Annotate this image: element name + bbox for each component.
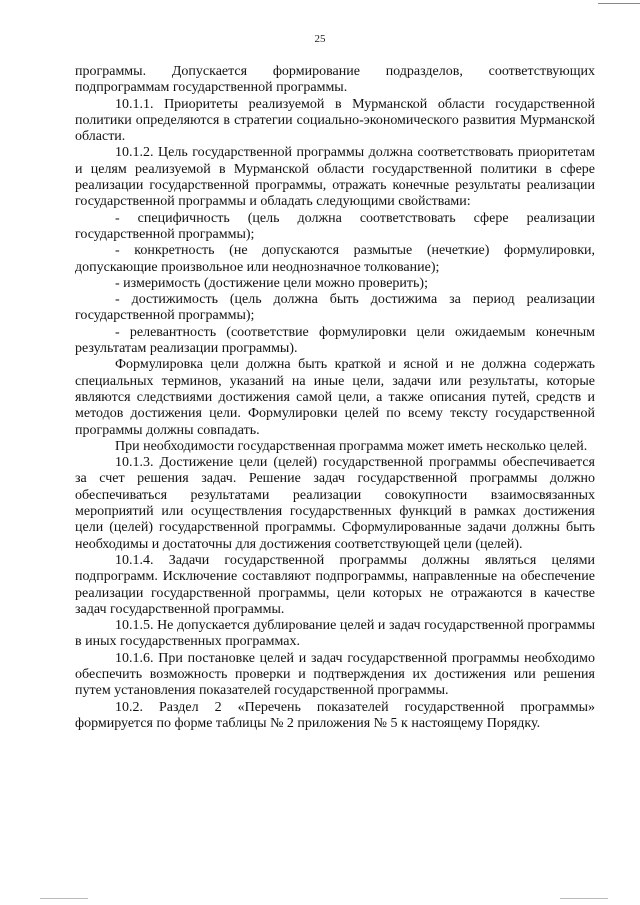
paragraph: 10.1.2. Цель государственной программы должна соответствовать приоритетам и целям реализуемой в Мурманской области государственной политики в сфере реализации государственной программы, отражать конечные результаты реализации государственной программы и обладать следующими свойствами: (75, 145, 595, 210)
scan-edge-line (560, 898, 608, 899)
list-item: - специфичность (цель должна соответствовать сфере реализации государственной программы); (75, 210, 595, 242)
list-item: - релевантность (соответствие формулировки цели ожидаемым конечным результатам реализации программы). (75, 324, 595, 357)
paragraph: 10.2. Раздел 2 «Перечень показателей государственной программы» формируется по форме таблицы № 2 приложения № 5 к настоящему Порядку. (75, 699, 595, 731)
list-item: - конкретность (не допускаются размытые (нечеткие) формулировки, допускающие произвольное или неоднозначное толкование); (75, 243, 595, 275)
paragraph: 10.1.3. Достижение цели (целей) государственной программы обеспечивается за счет решения задач. Решение задач государственной программы должно обеспечиваться результатами реализации совокупности взаимосвязанных мероприятий или осуществления государственных функций в рамках достижения цели (целей) государственной программы. Сформулированные задачи должны быть необходимы и достаточны для достижения соответствующей цели (целей). (75, 455, 595, 552)
paragraph: При необходимости государственная программа может иметь несколько целей. (115, 438, 588, 454)
scan-edge-line (40, 898, 88, 899)
list-item: - измеримость (достижение цели можно проверить); (115, 275, 428, 291)
paragraph: 10.1.1. Приоритеты реализуемой в Мурманской области государственной политики определяются в стратегии социально-экономического развития Мурманской области. (75, 96, 595, 145)
list-item: - достижимость (цель должна быть достижима за период реализации государственной программы); (75, 292, 595, 324)
paragraph: 10.1.6. При постановке целей и задач государственной программы необходимо обеспечить возможность проверки и подтверждения их достижения или решения путем установления показателей государственной программы. (75, 650, 595, 699)
page-number: 25 (314, 33, 326, 45)
paragraph: 10.1.5. Не допускается дублирование целей и задач государственной программы в иных государственных программах. (75, 618, 595, 650)
scan-edge-line (598, 3, 640, 4)
paragraph: Формулировка цели должна быть краткой и ясной и не должна содержать специальных терминов, указаний на иные цели, задачи или результаты, которые являются следствиями достижения самой цели, а также описания путей, средств и методов достижения цели. Формулировки целей по всему тексту государственной программы должны совпадать. (75, 357, 595, 438)
document-body (75, 64, 595, 732)
paragraph: программы. Допускается формирование подразделов, соответствующих подпрограммам государственной программы. (75, 64, 595, 96)
paragraph: 10.1.4. Задачи государственной программы должны являться целями подпрограмм. Исключение составляют подпрограммы, направленные на обеспечение реализации государственной программы, цели которых не отражаются в качестве задач государственной программы. (75, 552, 595, 617)
